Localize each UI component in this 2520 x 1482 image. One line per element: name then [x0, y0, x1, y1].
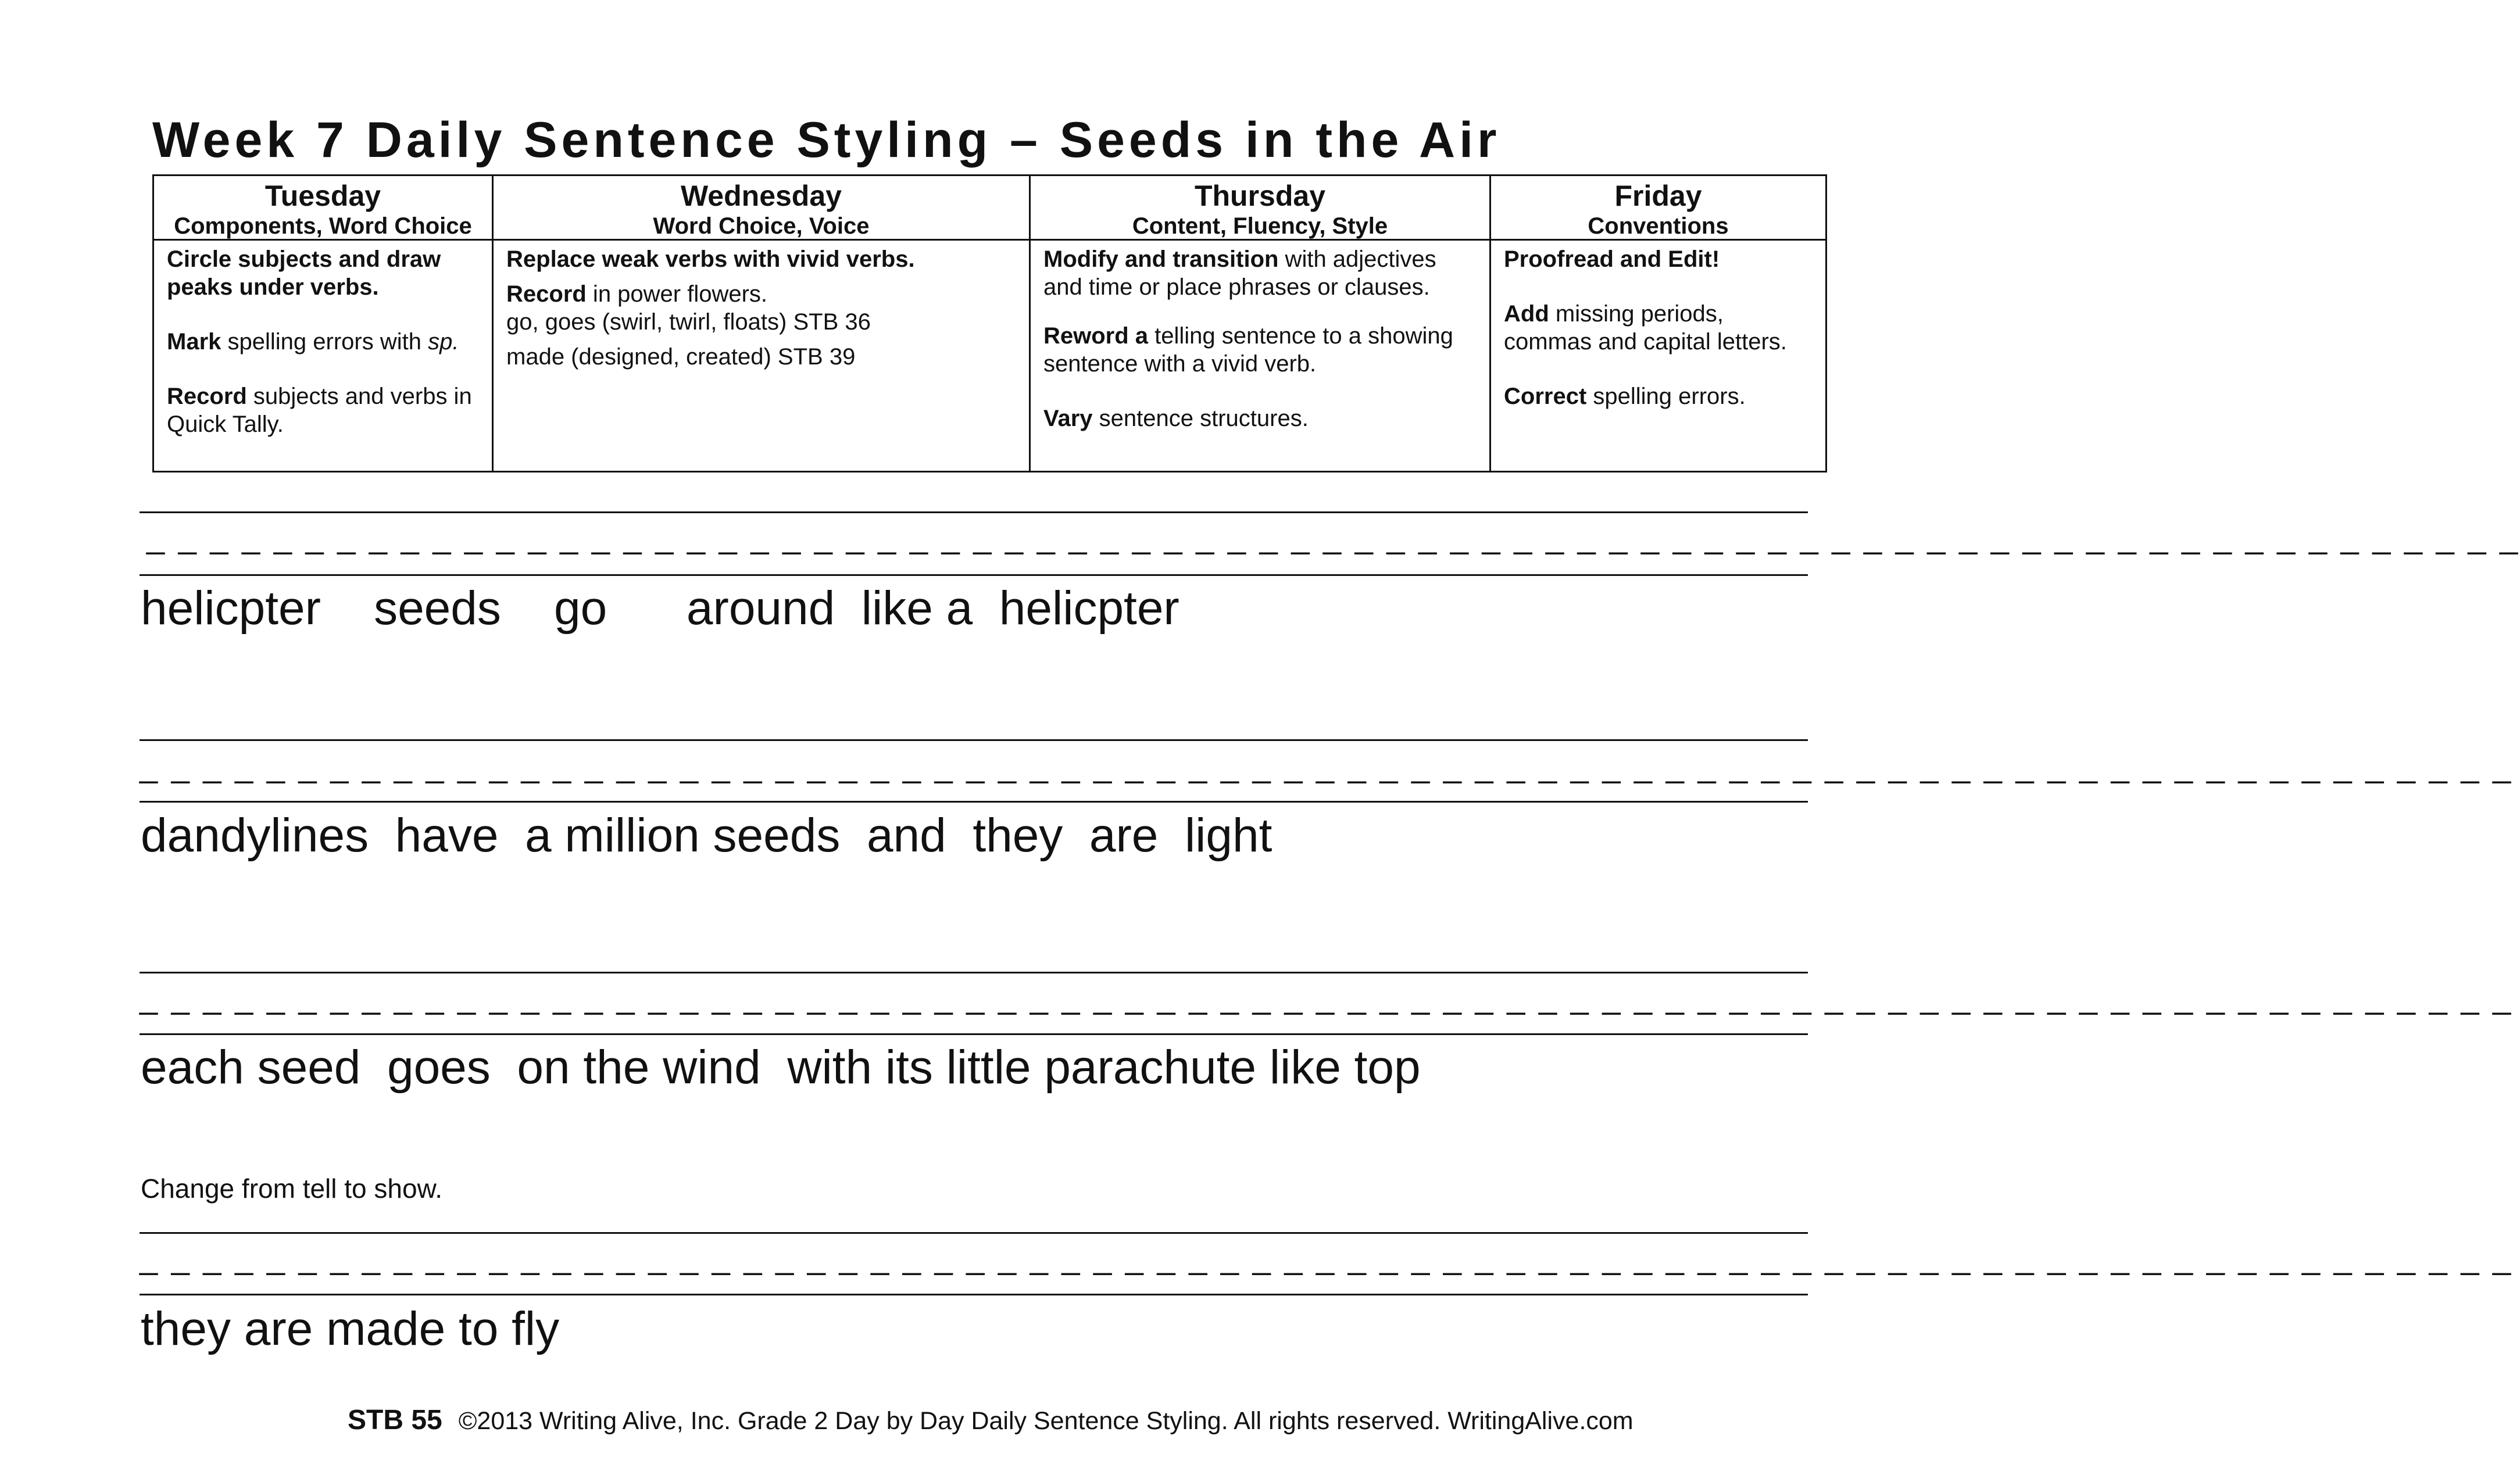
instruction-text: Replace weak verbs with vivid verbs. — [506, 246, 915, 272]
header-thursday — [1030, 176, 1490, 240]
instruction-text: Modify and transition with adjectives and time or place phrases or clauses. — [1043, 246, 1436, 300]
writing-line-dashed: _ _ _ _ _ _ _ _ _ _ _ _ _ _ _ _ _ _ _ _ _ _ _ _ _ _ _ _ _ _ _ _ _ _ _ _ _ _ _ _ _ _ _ _ _ _ _ _ _ _ _ _ _ _ _ _ _ _ _ _ _ _ _ _ _ _ _ _ _ _ _ _ _ _ _ — [140, 747, 2514, 784]
thursday-instructions — [1030, 240, 1490, 472]
page-title: Week 7 Daily Sentence Styling – Seeds in the Air — [152, 112, 1501, 168]
instruction-text: Vary sentence structures. — [1043, 406, 1309, 431]
day-label: Thursday — [1194, 180, 1326, 212]
footer — [348, 1404, 1633, 1436]
writing-line-base — [140, 801, 1808, 803]
weekly-instructions-table — [152, 174, 1827, 472]
writing-line-dashed: _ _ _ _ _ _ _ _ _ _ _ _ _ _ _ _ _ _ _ _ _ _ _ _ _ _ _ _ _ _ _ _ _ _ _ _ _ _ _ _ _ _ _ _ _ _ _ _ _ _ _ _ _ _ _ _ _ _ _ _ _ _ _ _ _ _ _ _ _ _ _ _ _ _ _ — [146, 518, 2520, 555]
instruction-text: Add missing periods, commas and capital letters. — [1504, 301, 1787, 355]
copyright-text: ©2013 Writing Alive, Inc. Grade 2 Day by Day Daily Sentence Styling. All rights reserved. WritingAlive.com — [458, 1407, 1633, 1435]
sentence-2: dandylines have a million seeds and they are light — [141, 809, 1272, 862]
day-label: Wednesday — [681, 180, 842, 212]
instruction-text: Proofread and Edit! — [1504, 246, 1720, 272]
instruction-text: Change from tell to show. — [141, 1173, 443, 1204]
focus-label: Conventions — [1588, 213, 1729, 239]
friday-instructions — [1490, 240, 1826, 472]
instruction-text: Record subjects and verbs in Quick Tally. — [167, 384, 472, 437]
header-wednesday — [493, 176, 1030, 240]
focus-label: Word Choice, Voice — [653, 213, 870, 239]
writing-line-dashed: _ _ _ _ _ _ _ _ _ _ _ _ _ _ _ _ _ _ _ _ _ _ _ _ _ _ _ _ _ _ _ _ _ _ _ _ _ _ _ _ _ _ _ _ _ _ _ _ _ _ _ _ _ _ _ _ _ _ _ _ _ _ _ _ _ _ _ _ _ _ _ _ _ _ _ — [140, 1239, 2514, 1276]
sentence-1: helicpter seeds go around like a helicpter — [141, 582, 1179, 635]
instruction-text: Mark spelling errors with sp. — [167, 329, 459, 355]
header-tuesday — [153, 176, 493, 240]
writing-line-base — [140, 1033, 1808, 1035]
writing-line-base — [140, 1294, 1808, 1295]
sentence-4: they are made to fly — [141, 1302, 560, 1355]
instruction-text: Reword a telling sentence to a showing sentence with a vivid verb. — [1043, 323, 1453, 377]
page-code: STB 55 — [348, 1405, 442, 1436]
writing-line-base — [140, 574, 1808, 576]
day-label: Tuesday — [264, 180, 381, 212]
instruction-text: made (designed, created) STB 39 — [506, 344, 856, 370]
instruction-text: Correct spelling errors. — [1504, 384, 1746, 409]
writing-line-top — [140, 972, 1808, 973]
day-label: Friday — [1614, 180, 1702, 212]
instruction-text: go, goes (swirl, twirl, floats) STB 36 — [506, 309, 871, 335]
writing-line-top — [140, 739, 1808, 741]
writing-line-dashed: _ _ _ _ _ _ _ _ _ _ _ _ _ _ _ _ _ _ _ _ _ _ _ _ _ _ _ _ _ _ _ _ _ _ _ _ _ _ _ _ _ _ _ _ _ _ _ _ _ _ _ _ _ _ _ _ _ _ _ _ _ _ _ _ _ _ _ _ _ _ _ _ _ _ _ — [140, 979, 2514, 1015]
focus-label: Components, Word Choice — [174, 213, 472, 239]
header-friday — [1490, 176, 1826, 240]
instruction-text: Circle subjects and draw peaks under verbs. — [167, 246, 441, 300]
focus-label: Content, Fluency, Style — [1132, 213, 1388, 239]
sentence-3: each seed goes on the wind with its little parachute like top — [141, 1041, 1421, 1094]
writing-line-top — [140, 511, 1808, 513]
instruction-text: Record in power flowers. — [506, 281, 768, 307]
tuesday-instructions — [153, 240, 493, 472]
wednesday-instructions — [493, 240, 1030, 472]
writing-line-top — [140, 1232, 1808, 1234]
